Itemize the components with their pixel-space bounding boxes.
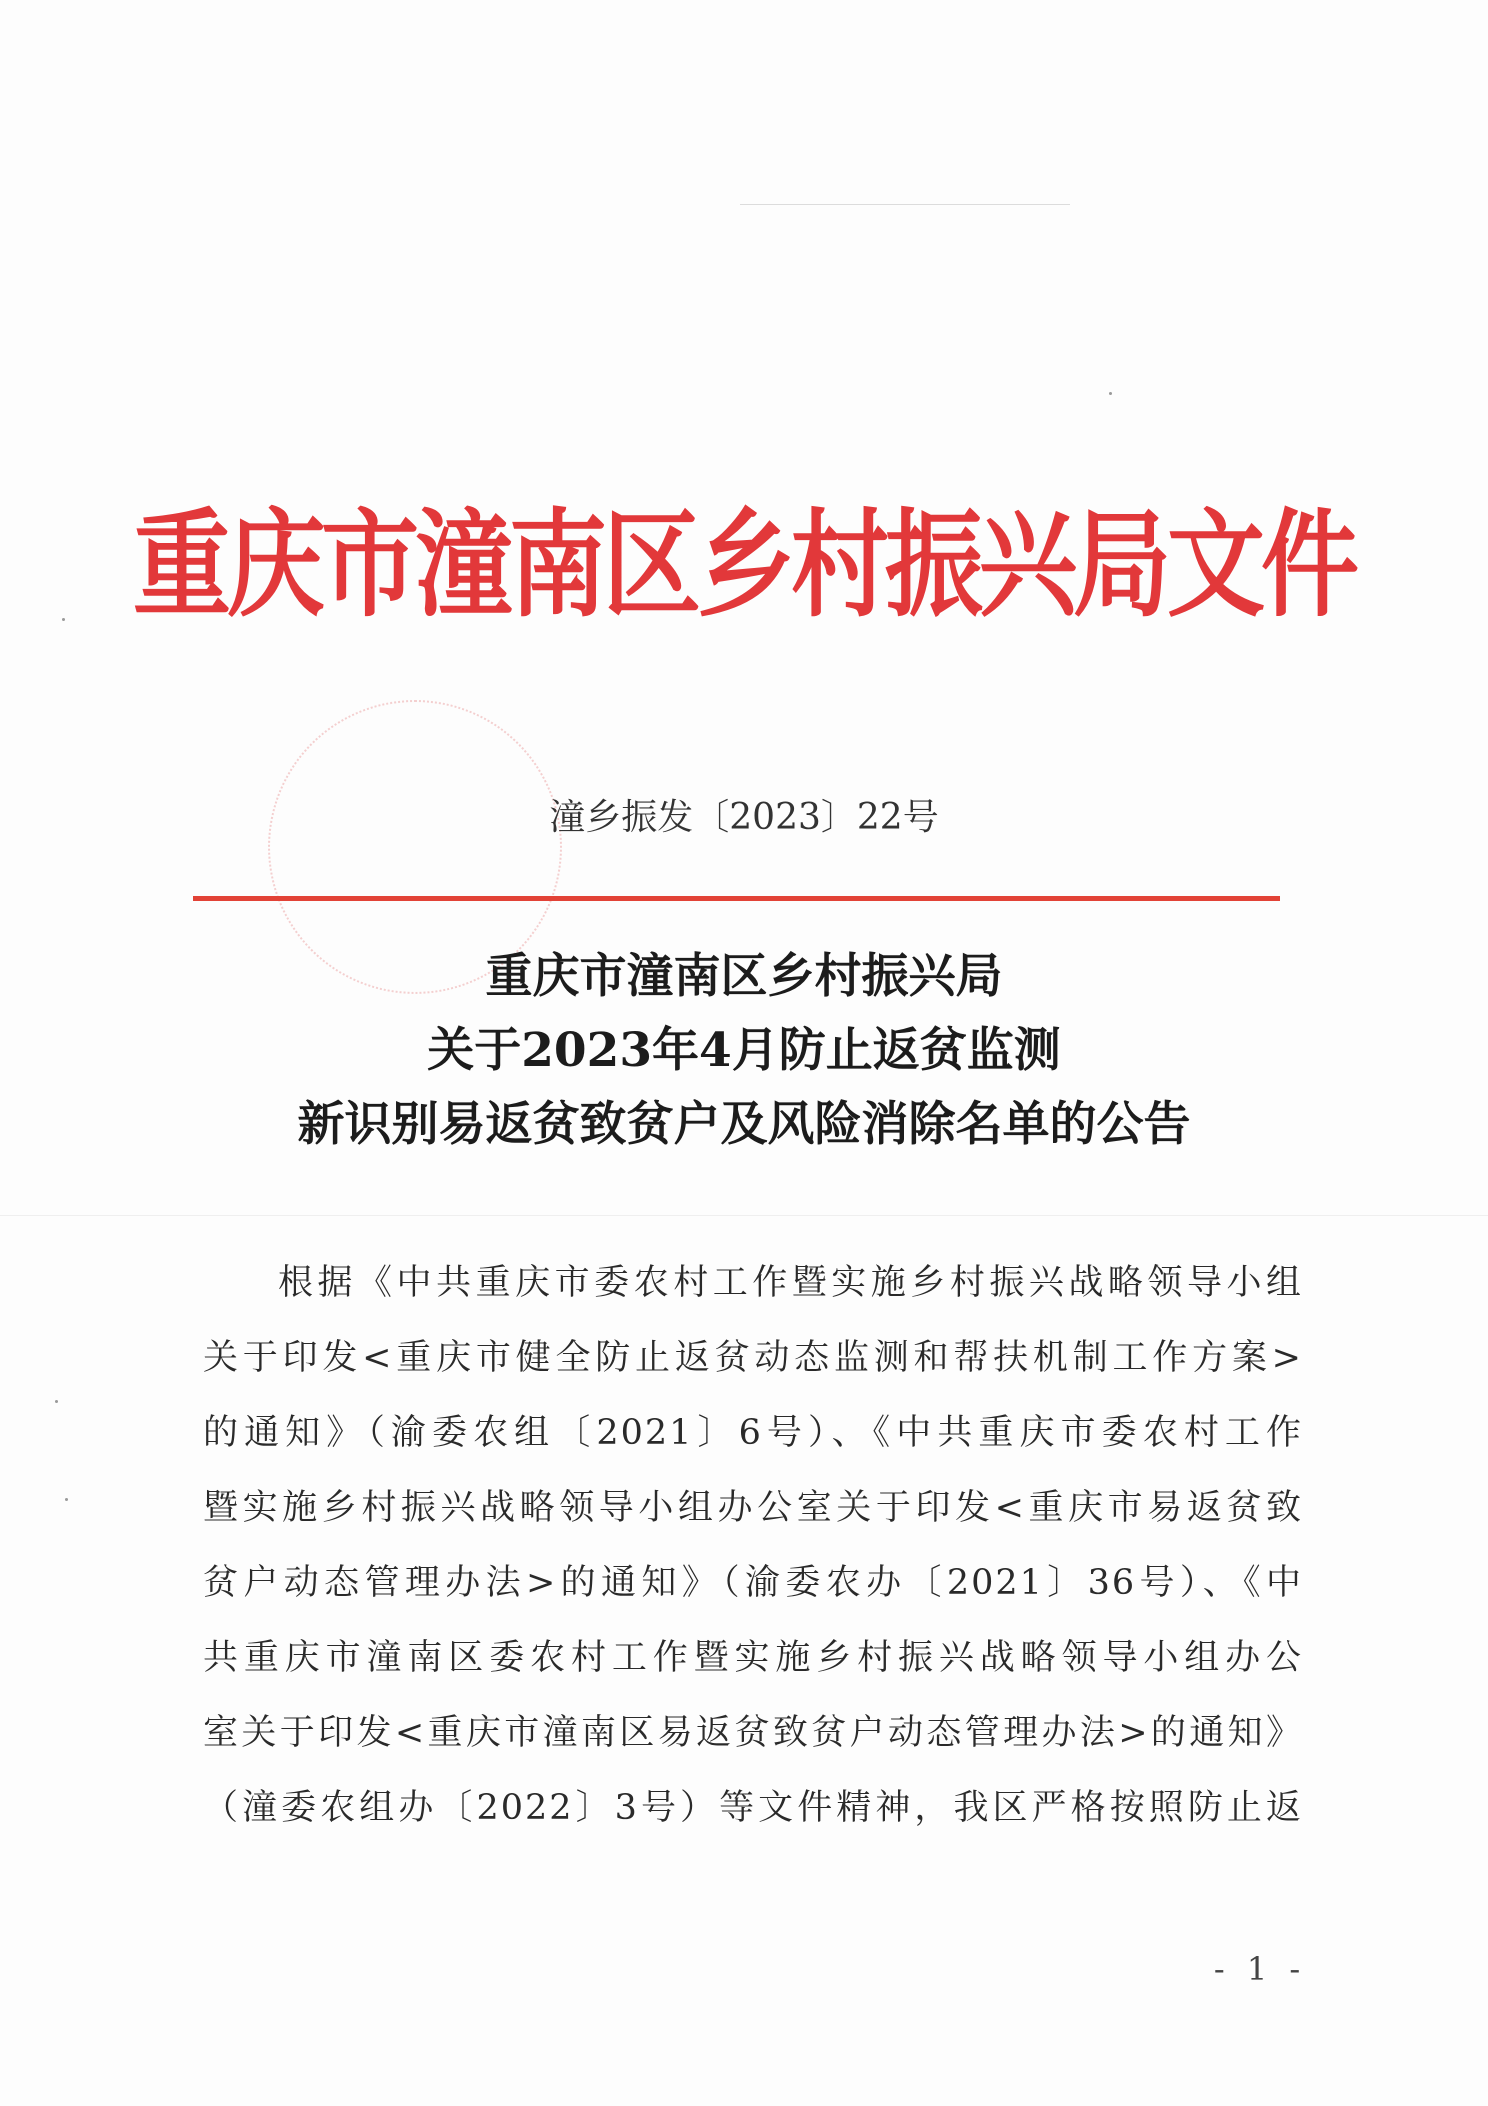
red-separator-rule bbox=[193, 896, 1280, 901]
body-line: （潼委农组办〔2022〕3号）等文件精神，我区严格按照防止返 bbox=[203, 1788, 1303, 1828]
title-line: 新识别易返贫致贫户及风险消除名单的公告 bbox=[297, 1097, 1191, 1152]
title-line: 重庆市潼南区乡村振兴局 bbox=[485, 949, 1003, 1004]
body-paragraph bbox=[203, 1246, 1303, 1846]
page-number: - 1 - bbox=[1213, 1950, 1307, 1988]
body-line: 暨实施乡村振兴战略领导小组办公室关于印发<重庆市易返贫致 bbox=[203, 1488, 1303, 1528]
body-line: 关于印发<重庆市健全防止返贫动态监测和帮扶机制工作方案> bbox=[203, 1338, 1303, 1378]
body-line: 根据《中共重庆市委农村工作暨实施乡村振兴战略领导小组 bbox=[278, 1263, 1303, 1303]
scan-speck bbox=[65, 1498, 68, 1501]
body-line: 的通知》（渝委农组〔2021〕6号）、《中共重庆市委农村工作 bbox=[203, 1413, 1303, 1453]
body-line: 共重庆市潼南区委农村工作暨实施乡村振兴战略领导小组办公 bbox=[203, 1638, 1303, 1678]
scan-streak bbox=[740, 204, 1070, 205]
scan-speck bbox=[55, 1400, 58, 1403]
body-line: 贫户动态管理办法>的通知》（渝委农办〔2021〕36号）、《中 bbox=[203, 1563, 1303, 1603]
document-number: 潼乡振发〔2023〕22号 bbox=[549, 797, 939, 838]
announcement-title bbox=[0, 940, 1488, 1162]
title-line: 关于2023年4月防止返贫监测 bbox=[427, 1023, 1061, 1078]
body-line: 室关于印发<重庆市潼南区易返贫致贫户动态管理办法>的通知》 bbox=[203, 1713, 1303, 1753]
document-issuer-header: 重庆市潼南区乡村振兴局文件 bbox=[132, 497, 1355, 634]
scan-speck bbox=[1109, 392, 1112, 395]
scan-streak bbox=[0, 1215, 1488, 1216]
